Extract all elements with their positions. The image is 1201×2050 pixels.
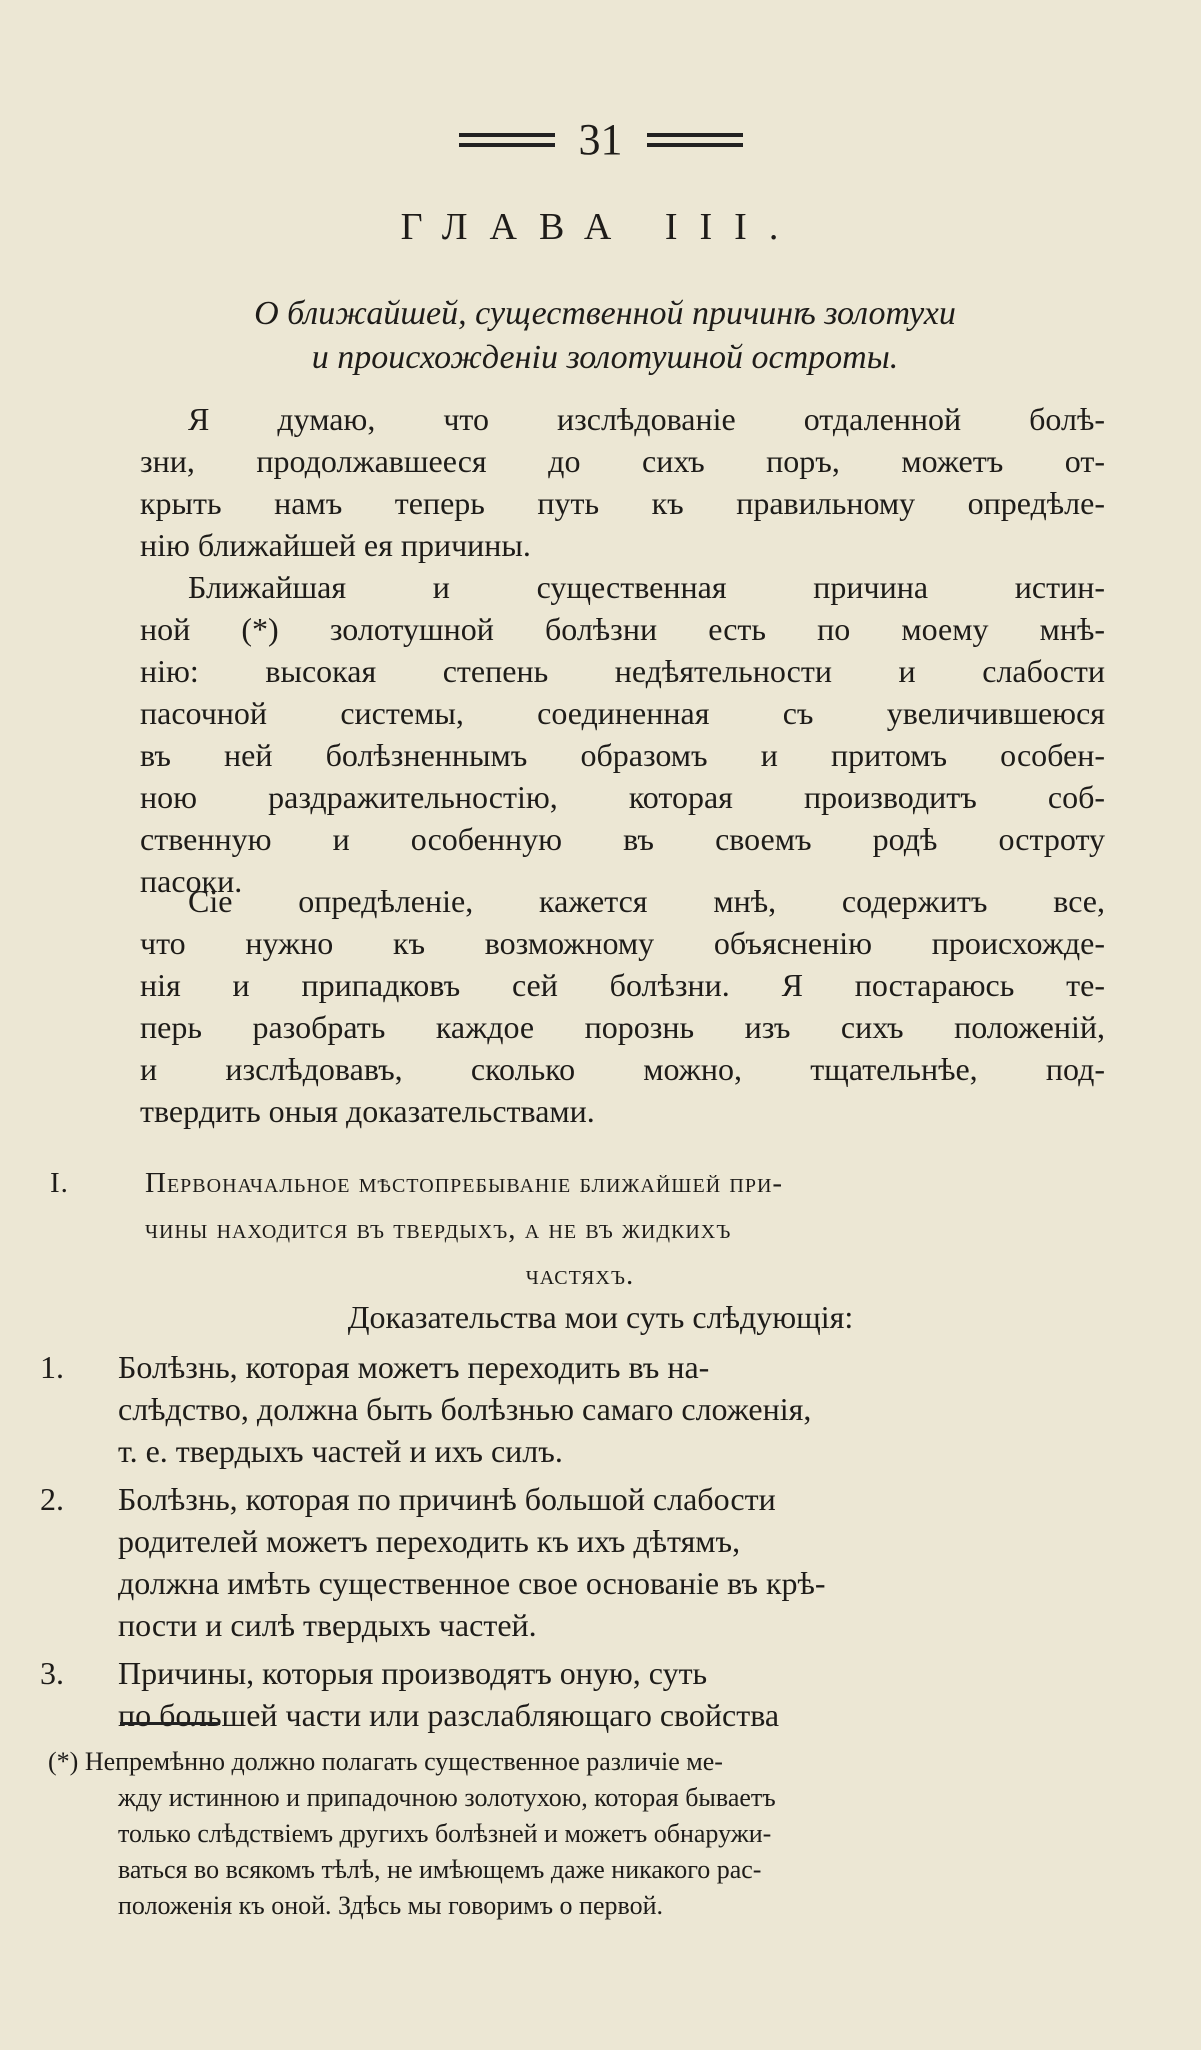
text-line: т. е. твердыхъ частей и ихъ силъ. — [118, 1433, 563, 1469]
paragraph-1 — [140, 398, 1105, 566]
text-line: въ ней болѣзненнымъ образомъ и притомъ особен- — [140, 737, 1105, 773]
paragraph-2 — [140, 566, 1105, 902]
footnote-mark: (*) — [48, 1747, 79, 1776]
text-line: нію ближайшей ея причины. — [140, 527, 531, 563]
text-line: крыть намъ теперь путь къ правильному опредѣле- — [140, 485, 1105, 521]
text-line: Болѣзнь, которая по причинѣ большой слабости — [118, 1481, 776, 1517]
header-rule-left — [459, 133, 555, 147]
section-heading — [50, 1160, 1110, 1298]
text-line: что нужно къ возможному объясненію происхожде- — [140, 925, 1105, 961]
text-line: ной (*) золотушной болѣзни есть по моему мнѣ- — [140, 611, 1105, 647]
footnote-text: Непремѣнно должно полагать существенное различіе ме- — [84, 1747, 723, 1776]
text-line: Причины, которыя производятъ оную, суть — [118, 1655, 708, 1691]
section-heading-line: чины находится въ твердыхъ, а не въ жидкихъ — [145, 1213, 732, 1245]
text-line: должна имѣть существенное свое основаніе въ крѣ- — [118, 1565, 826, 1601]
footnote-rule — [120, 1722, 220, 1725]
text-line: пасоки. — [140, 863, 243, 899]
proofs-intro: Доказательства мои суть слѣдующія: — [347, 1299, 854, 1335]
text-line: пости и силѣ твердыхъ частей. — [118, 1607, 537, 1643]
text-line: по большей части или разслабляющаго свойства — [118, 1697, 780, 1733]
text-line: перь разобрать каждое порознь изъ сихъ положеній, — [140, 1009, 1105, 1045]
text-line: родителей можетъ переходить къ ихъ дѣтямъ, — [118, 1523, 741, 1559]
header-rule-right — [647, 133, 743, 147]
page-number: 31 — [578, 115, 623, 164]
text-line: слѣдство, должна быть болѣзнью самаго сложенія, — [118, 1391, 812, 1427]
section-heading-line: Первоначальное мѣстопребываніе ближайшей при- — [145, 1167, 784, 1199]
text-line: ною раздражительностію, которая производитъ соб- — [140, 779, 1105, 815]
footnote-line: ваться во всякомъ тѣлѣ, не имѣющемъ даже никакого рас- — [118, 1855, 762, 1884]
list-marker: 1. — [40, 1349, 64, 1385]
section-number: I. — [50, 1167, 69, 1199]
subtitle-line: и происхожденіи золотушной остроты. — [311, 339, 899, 376]
text-line: твердить оныя доказательствами. — [140, 1093, 595, 1129]
page-header — [0, 115, 1201, 164]
list-item — [40, 1346, 1110, 1472]
text-line: Ближайшая и существенная причина истин- — [188, 569, 1105, 605]
footnote-line: жду истинною и припадочною золотухою, которая бываетъ — [118, 1783, 776, 1812]
text-line: Сіе опредѣленіе, кажется мнѣ, содержитъ все, — [188, 883, 1105, 919]
footnote-line — [48, 1744, 1108, 1780]
list-marker: 2. — [40, 1481, 64, 1517]
chapter-subtitle — [90, 292, 1120, 380]
section-heading-line: частяхъ. — [525, 1259, 635, 1291]
text-line: Болѣзнь, которая можетъ переходить въ на- — [118, 1349, 710, 1385]
proofs-list — [40, 1346, 1110, 1742]
footnote-line: положенія къ оной. Здѣсь мы говоримъ о первой. — [118, 1891, 663, 1920]
text-line: ственную и особенную въ своемъ родѣ остроту — [140, 821, 1105, 857]
text-line: и изслѣдовавъ, сколько можно, тщательнѣе, под- — [140, 1051, 1105, 1087]
paragraph-3 — [140, 880, 1105, 1132]
text-line: зни, продолжавшееся до сихъ поръ, можетъ от- — [140, 443, 1105, 479]
chapter-title: ГЛАВА III. — [400, 206, 801, 248]
text-line: нія и припадковъ сей болѣзни. Я постараюсь те- — [140, 967, 1105, 1003]
text-line: пасочной системы, соединенная съ увеличившеюся — [140, 695, 1105, 731]
text-line: нію: высокая степень недѣятельности и слабости — [140, 653, 1105, 689]
list-item — [40, 1478, 1110, 1646]
text-line: Я думаю, что изслѣдованіе отдаленной болѣ- — [188, 401, 1105, 437]
footnote — [48, 1744, 1108, 1924]
subtitle-line: О ближайшей, существенной причинѣ золотухи — [254, 295, 956, 332]
footnote-line: только слѣдствіемъ другихъ болѣзней и можетъ обнаружи- — [118, 1819, 772, 1848]
list-marker: 3. — [40, 1655, 64, 1691]
